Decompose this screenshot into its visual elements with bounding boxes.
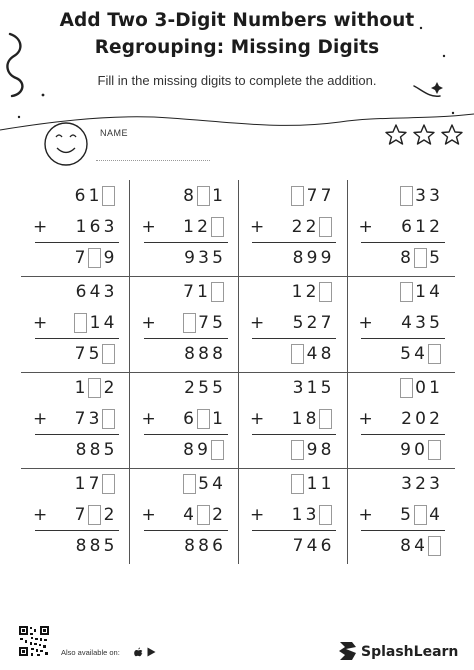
sum-rule — [144, 530, 228, 531]
missing-digit-box[interactable] — [211, 282, 224, 302]
digit: 3 — [305, 505, 317, 525]
plus-sign: + — [33, 313, 48, 333]
missing-digit-box[interactable] — [102, 474, 115, 494]
digit: 9 — [306, 248, 318, 268]
problem-cell — [347, 276, 455, 372]
plus-sign: + — [250, 409, 265, 429]
missing-digit-box[interactable] — [197, 186, 210, 206]
sum-rule — [361, 434, 445, 435]
digit: 4 — [414, 536, 425, 556]
addend-bottom — [238, 310, 346, 336]
digit: 3 — [88, 409, 100, 429]
digit: 3 — [429, 474, 440, 494]
footer-available-text: Also available on: — [61, 648, 120, 657]
digit: 2 — [103, 505, 115, 525]
digit: 3 — [103, 282, 115, 302]
missing-digit-box[interactable] — [211, 440, 224, 460]
problem-cell — [238, 276, 346, 372]
digit: 4 — [306, 536, 318, 556]
addend-bottom — [130, 310, 238, 336]
digit: 5 — [292, 313, 304, 333]
digit: 7 — [320, 186, 332, 206]
digit: 7 — [74, 344, 86, 364]
plus-sign: + — [141, 505, 156, 525]
problem-cell — [21, 372, 129, 468]
plus-sign: + — [141, 217, 156, 237]
sum-row — [130, 245, 238, 271]
addend-bottom — [238, 502, 346, 528]
star-rating-icon — [383, 122, 467, 150]
star-icon — [386, 125, 406, 144]
digit: 5 — [88, 344, 100, 364]
sum-row — [238, 245, 346, 271]
missing-digit-box[interactable] — [291, 186, 304, 206]
digit: 6 — [75, 282, 87, 302]
digit: 1 — [74, 474, 86, 494]
digit: 2 — [401, 409, 412, 429]
addend-bottom — [130, 406, 238, 432]
problem-cell — [238, 180, 346, 276]
plus-sign: + — [358, 313, 373, 333]
digit: 8 — [292, 248, 304, 268]
missing-digit-box[interactable] — [428, 344, 441, 364]
addend-bottom — [347, 406, 455, 432]
name-label: NAME — [100, 128, 129, 138]
digit: 3 — [429, 186, 440, 206]
apple-icon — [134, 647, 143, 657]
addend-top — [238, 471, 346, 497]
missing-digit-box[interactable] — [319, 409, 332, 429]
sum-rule — [35, 242, 119, 243]
plus-sign: + — [250, 313, 265, 333]
digit: 4 — [306, 344, 318, 364]
missing-digit-box[interactable] — [400, 186, 413, 206]
digit: 8 — [183, 440, 194, 460]
sum-row — [21, 533, 129, 559]
addend-top — [130, 471, 238, 497]
missing-digit-box[interactable] — [400, 378, 413, 398]
addend-top — [238, 279, 346, 305]
digit: 3 — [292, 378, 304, 398]
missing-digit-box[interactable] — [428, 440, 441, 460]
sum-row — [347, 437, 455, 463]
digit: 7 — [198, 313, 209, 333]
addend-bottom — [130, 214, 238, 240]
addend-top — [21, 183, 129, 209]
problem-cell — [130, 468, 238, 564]
digit: 2 — [103, 378, 115, 398]
digit: 6 — [74, 186, 86, 206]
addend-bottom — [347, 310, 455, 336]
problem-cell — [21, 468, 129, 564]
sum-rule — [144, 242, 228, 243]
digit: 1 — [415, 282, 426, 302]
page-title-line-2: Regrouping: Missing Digits — [94, 37, 380, 58]
digit: 6 — [320, 536, 332, 556]
digit: 5 — [198, 378, 209, 398]
missing-digit-box[interactable] — [319, 505, 332, 525]
sum-rule — [252, 242, 336, 243]
problem-cell — [130, 180, 238, 276]
sum-rule — [361, 338, 445, 339]
digit: 8 — [320, 344, 332, 364]
problem-cell — [347, 372, 455, 468]
page-title: Add Two 3-Digit Numbers without — [59, 10, 415, 31]
digit: 8 — [198, 536, 209, 556]
digit: 9 — [400, 440, 411, 460]
digit: 4 — [414, 344, 425, 364]
plus-sign: + — [141, 409, 156, 429]
digit: 3 — [415, 313, 426, 333]
sum-row — [21, 437, 129, 463]
digit: 5 — [320, 378, 332, 398]
addend-top — [347, 471, 455, 497]
digit: 2 — [305, 217, 317, 237]
sum-row — [21, 245, 129, 271]
digit: 8 — [305, 409, 317, 429]
sum-rule — [361, 242, 445, 243]
instructions: Fill in the missing digits to complete the addition. — [97, 73, 377, 88]
plus-sign: + — [33, 409, 48, 429]
digit: 5 — [103, 440, 115, 460]
digit: 1 — [197, 282, 208, 302]
missing-digit-box[interactable] — [197, 505, 210, 525]
problem-cell — [130, 276, 238, 372]
qr-code-icon — [18, 625, 50, 657]
digit: 7 — [88, 474, 100, 494]
missing-digit-box[interactable] — [183, 474, 196, 494]
digit: 2 — [197, 217, 208, 237]
sum-rule — [35, 434, 119, 435]
digit: 1 — [291, 505, 303, 525]
addend-bottom — [347, 502, 455, 528]
sum-rule — [252, 530, 336, 531]
digit: 1 — [306, 474, 318, 494]
missing-digit-box[interactable] — [211, 217, 224, 237]
missing-digit-box[interactable] — [319, 217, 332, 237]
sum-rule — [144, 434, 228, 435]
digit: 6 — [89, 217, 101, 237]
sum-rule — [35, 338, 119, 339]
digit: 6 — [401, 217, 412, 237]
digit: 8 — [198, 344, 209, 364]
missing-digit-box[interactable] — [102, 186, 115, 206]
addend-top — [130, 375, 238, 401]
sum-rule — [252, 434, 336, 435]
digit: 3 — [401, 474, 412, 494]
missing-digit-box[interactable] — [88, 248, 101, 268]
plus-sign: + — [33, 217, 48, 237]
digit: 3 — [415, 186, 426, 206]
digit: 4 — [401, 313, 412, 333]
digit: 7 — [292, 536, 304, 556]
digit: 5 — [400, 344, 411, 364]
digit: 8 — [183, 186, 194, 206]
plus-sign: + — [141, 313, 156, 333]
digit: 4 — [89, 282, 101, 302]
digit: 2 — [184, 378, 195, 398]
digit: 5 — [212, 313, 223, 333]
addend-top — [347, 279, 455, 305]
sum-row — [238, 533, 346, 559]
sum-row — [21, 341, 129, 367]
digit: 5 — [212, 378, 223, 398]
missing-digit-box[interactable] — [291, 344, 304, 364]
digit: 2 — [306, 313, 318, 333]
digit: 8 — [320, 440, 332, 460]
missing-digit-box[interactable] — [88, 378, 101, 398]
addend-top — [21, 279, 129, 305]
addend-bottom — [21, 502, 129, 528]
addend-bottom — [238, 406, 346, 432]
digit: 9 — [197, 440, 208, 460]
digit: 3 — [103, 217, 115, 237]
digit: 8 — [400, 536, 411, 556]
addend-top — [130, 183, 238, 209]
addend-bottom — [21, 406, 129, 432]
star-icon — [414, 125, 434, 144]
digit: 1 — [89, 313, 101, 333]
sum-row — [347, 533, 455, 559]
digit: 7 — [74, 505, 86, 525]
sum-row — [130, 533, 238, 559]
addend-top — [238, 375, 346, 401]
digit: 9 — [320, 248, 332, 268]
sum-row — [347, 245, 455, 271]
digit: 5 — [429, 248, 440, 268]
footer-brand: SplashLearn — [361, 644, 459, 660]
digit: 1 — [75, 217, 87, 237]
digit: 0 — [415, 378, 426, 398]
digit: 3 — [198, 248, 209, 268]
sum-rule — [35, 530, 119, 531]
digit: 7 — [74, 409, 86, 429]
addend-bottom — [130, 502, 238, 528]
addend-top — [238, 183, 346, 209]
digit: 8 — [75, 440, 87, 460]
digit: 5 — [198, 474, 209, 494]
digit: 4 — [183, 505, 194, 525]
plus-sign: + — [250, 505, 265, 525]
digit: 2 — [291, 217, 303, 237]
addend-bottom — [238, 214, 346, 240]
missing-digit-box[interactable] — [428, 536, 441, 556]
digit: 1 — [212, 409, 223, 429]
digit: 1 — [291, 409, 303, 429]
digit: 4 — [429, 505, 440, 525]
digit: 2 — [429, 409, 440, 429]
name-field-line[interactable] — [96, 160, 210, 161]
addend-top — [347, 183, 455, 209]
digit: 4 — [103, 313, 115, 333]
missing-digit-box[interactable] — [414, 248, 427, 268]
plus-sign: + — [358, 505, 373, 525]
google-play-icon — [147, 647, 156, 657]
digit: 2 — [429, 217, 440, 237]
smiley-face-icon — [42, 120, 90, 168]
digit: 0 — [414, 440, 425, 460]
missing-digit-box[interactable] — [102, 409, 115, 429]
missing-digit-box[interactable] — [319, 282, 332, 302]
addend-top — [130, 279, 238, 305]
plus-sign: + — [250, 217, 265, 237]
digit: 7 — [183, 282, 194, 302]
star-icon — [442, 125, 462, 144]
digit: 9 — [184, 248, 195, 268]
missing-digit-box[interactable] — [400, 282, 413, 302]
digit: 1 — [291, 282, 303, 302]
missing-digit-box[interactable] — [291, 440, 304, 460]
sum-row — [130, 341, 238, 367]
digit: 2 — [415, 474, 426, 494]
missing-digit-box[interactable] — [414, 505, 427, 525]
digit: 1 — [88, 186, 100, 206]
digit: 5 — [429, 313, 440, 333]
digit: 6 — [212, 536, 223, 556]
digit: 8 — [75, 536, 87, 556]
addend-top — [21, 471, 129, 497]
digit: 7 — [306, 186, 318, 206]
problem-cell — [238, 468, 346, 564]
problem-cell — [21, 180, 129, 276]
problem-cell — [347, 180, 455, 276]
missing-digit-box[interactable] — [74, 313, 87, 333]
addend-top — [347, 375, 455, 401]
problem-grid — [21, 180, 455, 564]
digit: 1 — [212, 186, 223, 206]
digit: 7 — [74, 248, 86, 268]
digit: 8 — [89, 536, 101, 556]
plus-sign: + — [358, 409, 373, 429]
digit: 1 — [429, 378, 440, 398]
digit: 0 — [415, 409, 426, 429]
problem-cell — [347, 468, 455, 564]
digit: 1 — [320, 474, 332, 494]
digit: 7 — [320, 313, 332, 333]
addend-top — [21, 375, 129, 401]
digit: 1 — [415, 217, 426, 237]
digit: 8 — [184, 536, 195, 556]
missing-digit-box[interactable] — [197, 409, 210, 429]
sum-row — [238, 437, 346, 463]
missing-digit-box[interactable] — [291, 474, 304, 494]
digit: 8 — [184, 344, 195, 364]
digit: 5 — [212, 248, 223, 268]
digit: 1 — [306, 378, 318, 398]
digit: 1 — [183, 217, 194, 237]
digit: 4 — [429, 282, 440, 302]
problem-cell — [21, 276, 129, 372]
addend-bottom — [21, 310, 129, 336]
missing-digit-box[interactable] — [102, 344, 115, 364]
digit: 2 — [212, 505, 223, 525]
digit: 1 — [74, 378, 86, 398]
digit: 8 — [400, 248, 411, 268]
sum-row — [347, 341, 455, 367]
sum-row — [130, 437, 238, 463]
missing-digit-box[interactable] — [88, 505, 101, 525]
sum-rule — [361, 530, 445, 531]
digit: 4 — [212, 474, 223, 494]
addend-bottom — [21, 214, 129, 240]
digit: 5 — [103, 536, 115, 556]
plus-sign: + — [33, 505, 48, 525]
addend-bottom — [347, 214, 455, 240]
digit: 2 — [305, 282, 317, 302]
problem-cell — [130, 372, 238, 468]
missing-digit-box[interactable] — [183, 313, 196, 333]
digit: 8 — [212, 344, 223, 364]
sum-rule — [252, 338, 336, 339]
splashlearn-logo-icon — [337, 639, 359, 663]
digit: 5 — [400, 505, 411, 525]
plus-sign: + — [358, 217, 373, 237]
digit: 8 — [89, 440, 101, 460]
digit: 9 — [306, 440, 318, 460]
problem-cell — [238, 372, 346, 468]
sum-rule — [144, 338, 228, 339]
sum-row — [238, 341, 346, 367]
digit: 9 — [103, 248, 115, 268]
digit: 6 — [183, 409, 194, 429]
